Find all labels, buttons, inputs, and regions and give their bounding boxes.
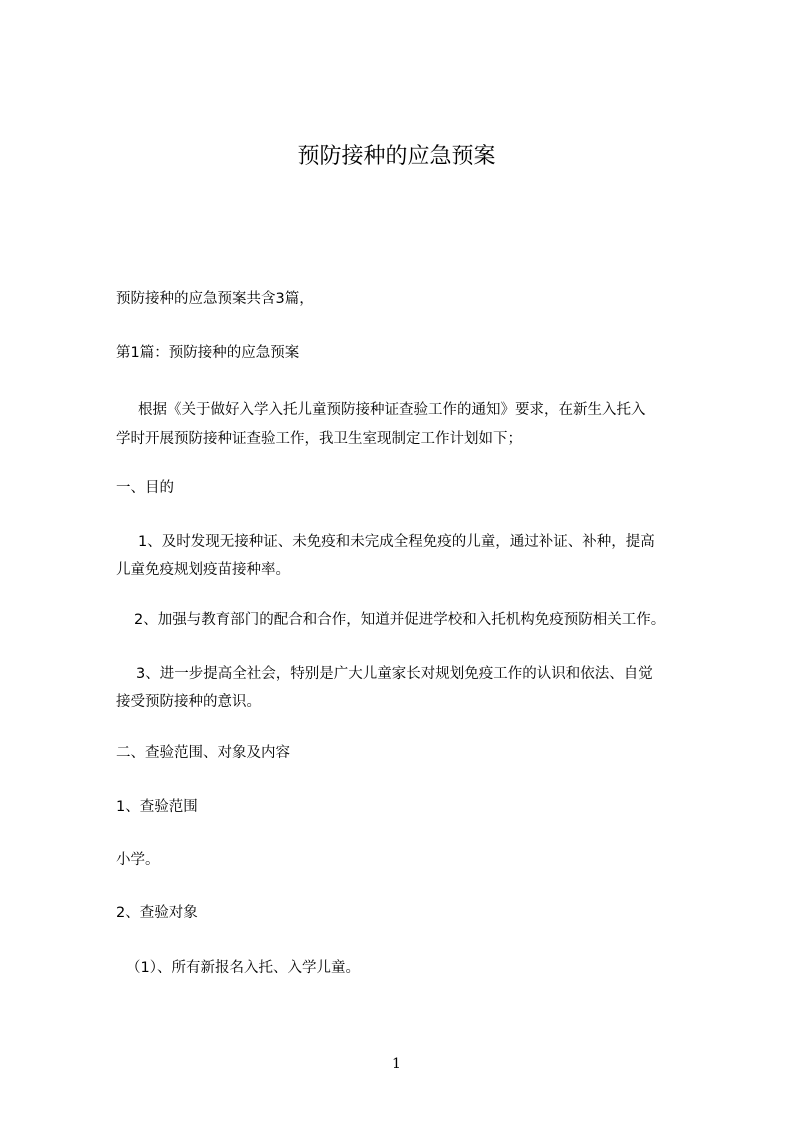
paragraph-chapter-heading: 第1篇：预防接种的应急预案 xyxy=(116,345,300,361)
paragraph-basis-line1: 根据《关于做好入学入托儿童预防接种证查验工作的通知》要求，在新生入托入 xyxy=(138,402,646,418)
paragraph-basis-line2: 学时开展预防接种证查验工作，我卫生室现制定工作计划如下； xyxy=(116,431,522,447)
section-heading-scope: 二、查验范围、对象及内容 xyxy=(116,745,290,761)
paragraph-intro: 预防接种的应急预案共含3篇， xyxy=(116,291,314,307)
paragraph-scope-value: 小学。 xyxy=(116,852,160,868)
paragraph-purpose-2: 2、加强与教育部门的配合和合作，知道并促进学校和入托机构免疫预防相关工作。 xyxy=(134,612,666,628)
subheading-scope: 1、查验范围 xyxy=(116,799,198,815)
paragraph-purpose-1-line2: 儿童免疫规划疫苗接种率。 xyxy=(116,562,290,578)
subheading-targets: 2、查验对象 xyxy=(116,905,198,921)
document-title: 预防接种的应急预案 xyxy=(297,144,496,169)
paragraph-purpose-3-line1: 3、进一步提高全社会，特别是广大儿童家长对规划免疫工作的认识和依法、自觉 xyxy=(136,666,653,682)
paragraph-purpose-1-line1: 1、及时发现无接种证、未免疫和未完成全程免疫的儿童，通过补证、补种，提高 xyxy=(138,534,655,550)
page-number: 1 xyxy=(392,1056,401,1072)
section-heading-purpose: 一、目的 xyxy=(116,480,174,496)
paragraph-targets-1: （1）、所有新报名入托、入学儿童。 xyxy=(126,960,360,976)
paragraph-purpose-3-line2: 接受预防接种的意识。 xyxy=(116,694,261,710)
